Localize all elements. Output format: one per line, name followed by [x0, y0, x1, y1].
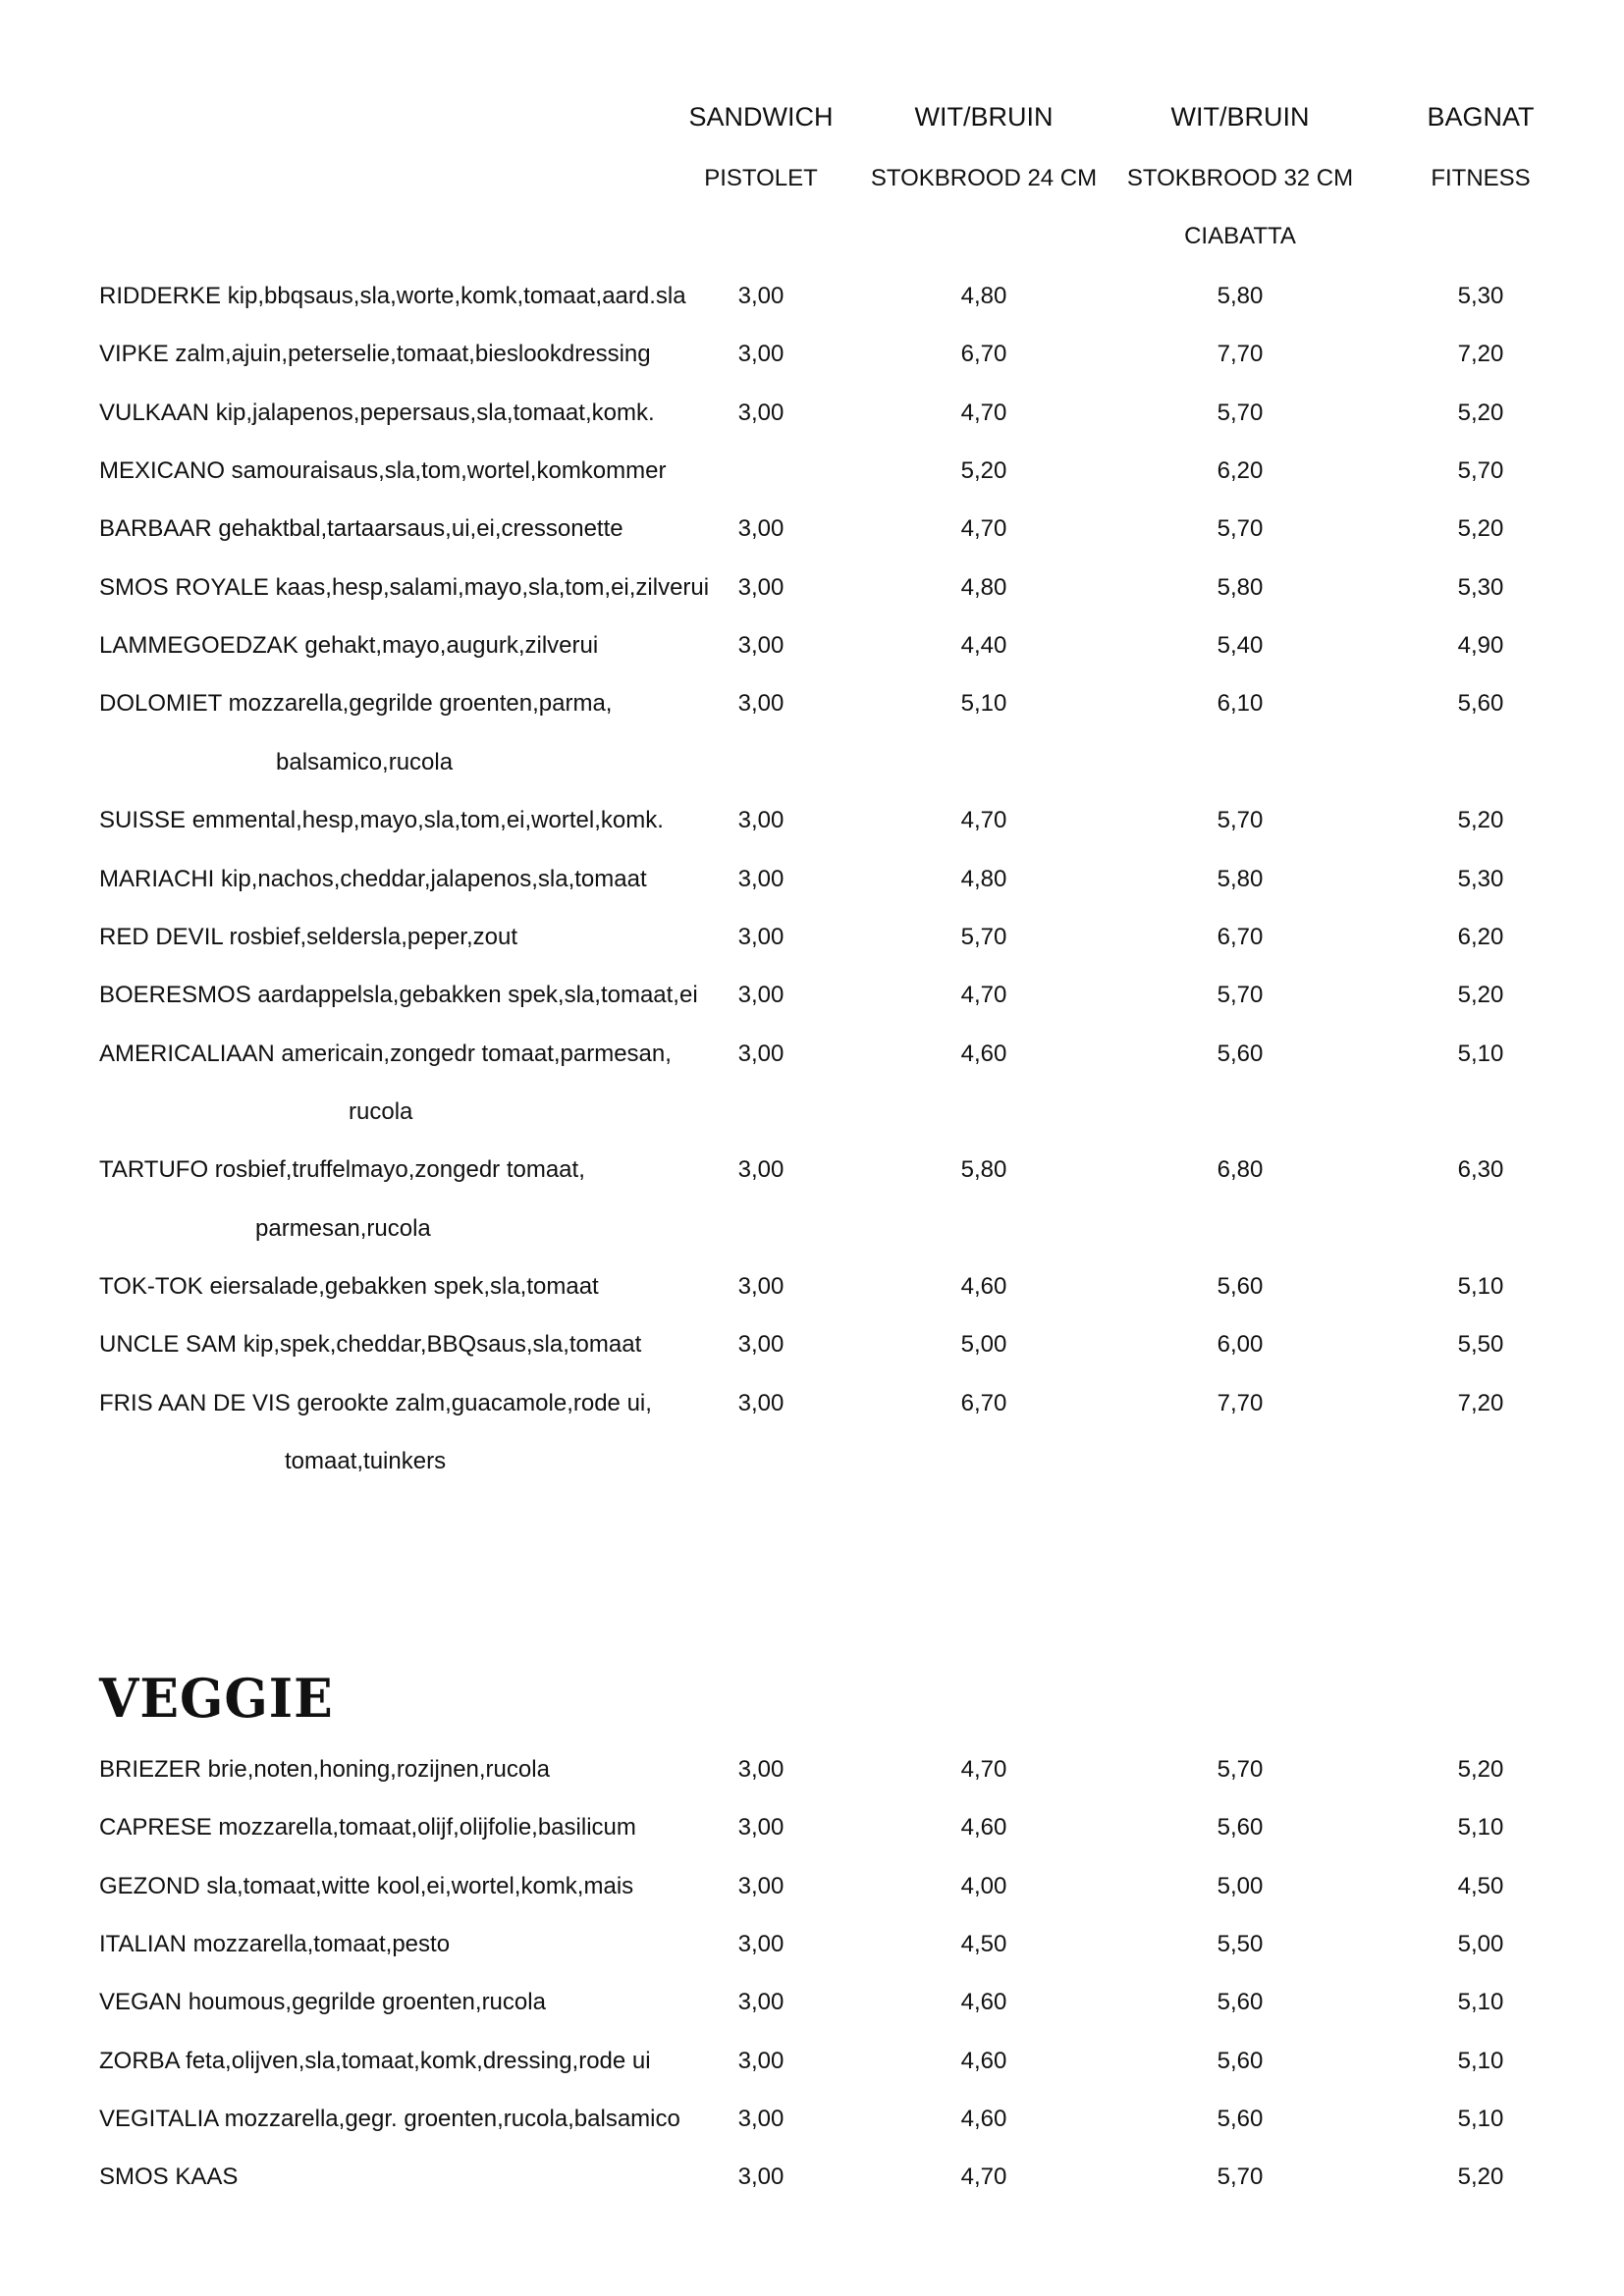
- item-price: 7,20: [1457, 341, 1504, 368]
- menu-item-continuation: [0, 1214, 1624, 1272]
- menu-item: [0, 399, 1624, 456]
- item-price: 3,00: [737, 2163, 785, 2191]
- item-price: 5,00: [1217, 1872, 1264, 1899]
- menu-item: [0, 1755, 1624, 1813]
- item-price: 5,70: [960, 923, 1007, 950]
- column-header-line3: CIABATTA: [1184, 223, 1296, 249]
- item-price: 4,70: [960, 2163, 1007, 2191]
- item-name: BOERESMOS aardappelsla,gebakken spek,sla,tomaat,ei: [99, 982, 698, 1009]
- item-price: 5,70: [1217, 807, 1264, 834]
- item-name: TARTUFO rosbief,truffelmayo,zongedr tomaat,: [99, 1156, 585, 1184]
- menu-item-continuation: [0, 1447, 1624, 1505]
- menu-item: [0, 1155, 1624, 1213]
- menu-item: [0, 923, 1624, 981]
- item-price: 7,20: [1457, 1389, 1504, 1416]
- item-price: 3,00: [737, 1814, 785, 1842]
- item-name: GEZOND sla,tomaat,witte kool,ei,wortel,komk,mais: [99, 1872, 634, 1899]
- menu-item: [0, 2163, 1624, 2220]
- item-price: 3,00: [737, 807, 785, 834]
- item-price: 3,00: [737, 341, 785, 368]
- item-price: 5,10: [1457, 1040, 1504, 1067]
- item-price: 3,00: [737, 923, 785, 950]
- item-price: 6,80: [1217, 1156, 1264, 1184]
- item-price: 3,00: [737, 1272, 785, 1300]
- item-price: 5,00: [1457, 1931, 1504, 1958]
- item-price: 5,20: [1457, 982, 1504, 1009]
- item-price: 4,60: [960, 2047, 1007, 2074]
- menu-item: [0, 456, 1624, 514]
- item-price: 6,00: [1217, 1331, 1264, 1359]
- menu-item: [0, 1872, 1624, 1930]
- item-name: SUISSE emmental,hesp,mayo,sla,tom,ei,wortel,komk.: [99, 807, 664, 834]
- item-name: MEXICANO samouraisaus,sla,tom,wortel,komkommer: [99, 457, 667, 485]
- item-price: 5,70: [1217, 2163, 1264, 2191]
- item-price: 5,60: [1217, 2106, 1264, 2133]
- item-price: 4,80: [960, 283, 1007, 309]
- item-price: 3,00: [737, 632, 785, 660]
- item-price: 5,20: [960, 457, 1007, 485]
- item-price: 3,00: [737, 1756, 785, 1783]
- menu-item: [0, 631, 1624, 689]
- item-price: 4,70: [960, 982, 1007, 1009]
- menu-item: [0, 806, 1624, 864]
- item-name: VULKAAN kip,jalapenos,pepersaus,sla,tomaat,komk.: [99, 399, 655, 426]
- item-name: TOK-TOK eiersalade,gebakken spek,sla,tomaat: [99, 1272, 599, 1300]
- item-name: VEGAN houmous,gegrilde groenten,rucola: [99, 1989, 546, 2016]
- menu-item: [0, 1988, 1624, 2046]
- menu-item: [0, 865, 1624, 923]
- item-price: 3,00: [737, 1989, 785, 2016]
- item-price: 5,70: [1457, 457, 1504, 485]
- item-name: FRIS AAN DE VIS gerookte zalm,guacamole,rode ui,: [99, 1389, 652, 1416]
- menu-item: [0, 1930, 1624, 1988]
- menu-item: [0, 1040, 1624, 1097]
- item-price: 5,10: [1457, 1814, 1504, 1842]
- item-price: 5,10: [1457, 1989, 1504, 2016]
- item-price: 4,70: [960, 807, 1007, 834]
- item-price: 4,50: [1457, 1872, 1504, 1899]
- item-price: 4,60: [960, 2106, 1007, 2133]
- menu-item: [0, 1813, 1624, 1871]
- item-price: 5,80: [1217, 573, 1264, 601]
- item-price: 5,00: [960, 1331, 1007, 1359]
- menu-item: [0, 981, 1624, 1039]
- item-name: VEGITALIA mozzarella,gegr. groenten,rucola,balsamico: [99, 2106, 680, 2133]
- item-name: MARIACHI kip,nachos,cheddar,jalapenos,sla,tomaat: [99, 865, 647, 892]
- item-price: 3,00: [737, 1156, 785, 1184]
- item-price: 5,70: [1217, 399, 1264, 426]
- item-price: 3,00: [737, 2106, 785, 2133]
- menu-item: [0, 1389, 1624, 1447]
- item-price: 3,00: [737, 865, 785, 892]
- column-header-line2: STOKBROOD 32 CM: [1126, 165, 1354, 191]
- item-price: 5,80: [1217, 283, 1264, 309]
- item-price: 3,00: [737, 515, 785, 543]
- item-price: 5,60: [1217, 2047, 1264, 2074]
- item-price: 6,20: [1217, 457, 1264, 485]
- item-name: VIPKE zalm,ajuin,peterselie,tomaat,bieslookdressing: [99, 341, 651, 368]
- item-price: 5,70: [1217, 1756, 1264, 1783]
- item-price: 7,70: [1217, 1389, 1264, 1416]
- item-price: 7,70: [1217, 341, 1264, 368]
- item-price: 6,70: [960, 341, 1007, 368]
- item-name: AMERICALIAAN americain,zongedr tomaat,parmesan,: [99, 1040, 672, 1067]
- item-price: 4,70: [960, 399, 1007, 426]
- item-name: SMOS KAAS: [99, 2163, 239, 2191]
- item-price: 5,70: [1217, 515, 1264, 543]
- item-price: 3,00: [737, 573, 785, 601]
- item-price: 4,60: [960, 1040, 1007, 1067]
- item-name: RED DEVIL rosbief,seldersla,peper,zout: [99, 923, 517, 950]
- item-price: 5,30: [1457, 865, 1504, 892]
- menu-item: [0, 1330, 1624, 1388]
- item-price: 5,80: [960, 1156, 1007, 1184]
- item-price: 6,10: [1217, 690, 1264, 718]
- item-price: 4,50: [960, 1931, 1007, 1958]
- item-price: 5,40: [1217, 632, 1264, 660]
- menu-item: [0, 1272, 1624, 1330]
- item-price: 5,20: [1457, 515, 1504, 543]
- item-price: 5,70: [1217, 982, 1264, 1009]
- item-price: 4,60: [960, 1814, 1007, 1842]
- item-price: 5,60: [1457, 690, 1504, 718]
- item-name: UNCLE SAM kip,spek,cheddar,BBQsaus,sla,tomaat: [99, 1331, 642, 1359]
- item-price: 6,20: [1457, 923, 1504, 950]
- item-price: 5,60: [1217, 1989, 1264, 2016]
- item-name: DOLOMIET mozzarella,gegrilde groenten,parma,: [99, 690, 613, 718]
- menu-item: [0, 573, 1624, 631]
- menu-item: [0, 2047, 1624, 2105]
- item-ingredients-continued: rucola: [349, 1097, 413, 1125]
- item-price: 3,00: [737, 690, 785, 718]
- menu-item: [0, 340, 1624, 398]
- item-ingredients-continued: tomaat,tuinkers: [285, 1448, 447, 1474]
- item-name: ZORBA feta,olijven,sla,tomaat,komk,dressing,rode ui: [99, 2047, 651, 2074]
- item-price: 5,50: [1457, 1331, 1504, 1359]
- item-name: SMOS ROYALE kaas,hesp,salami,mayo,sla,tom,ei,zilverui: [99, 573, 710, 601]
- item-price: 4,80: [960, 573, 1007, 601]
- item-price: 5,60: [1217, 1040, 1264, 1067]
- column-header-line2: FITNESS: [1431, 165, 1531, 191]
- item-ingredients-continued: parmesan,rucola: [255, 1214, 431, 1242]
- menu-item-continuation: [0, 748, 1624, 806]
- item-price: 4,40: [960, 632, 1007, 660]
- column-header-line1: WIT/BRUIN: [1170, 102, 1310, 132]
- section-title: VEGGIE: [99, 1667, 334, 1731]
- item-price: 6,70: [1217, 923, 1264, 950]
- item-price: 5,60: [1217, 1272, 1264, 1300]
- item-price: 3,00: [737, 2047, 785, 2074]
- item-price: 4,60: [960, 1989, 1007, 2016]
- item-price: 5,20: [1457, 2163, 1504, 2191]
- item-price: 5,30: [1457, 283, 1504, 309]
- item-price: 5,10: [1457, 2047, 1504, 2074]
- item-price: 3,00: [737, 1389, 785, 1416]
- menu-item: [0, 282, 1624, 340]
- item-price: 3,00: [737, 1331, 785, 1359]
- menu-item: [0, 2105, 1624, 2163]
- item-name: LAMMEGOEDZAK gehakt,mayo,augurk,zilverui: [99, 632, 599, 660]
- item-price: 3,00: [737, 1872, 785, 1899]
- item-price: 5,60: [1217, 1814, 1264, 1842]
- item-price: 3,00: [737, 283, 785, 309]
- item-name: CAPRESE mozzarella,tomaat,olijf,olijfolie,basilicum: [99, 1814, 636, 1842]
- item-name: BRIEZER brie,noten,honing,rozijnen,rucola: [99, 1756, 550, 1783]
- item-price: 3,00: [737, 982, 785, 1009]
- item-price: 3,00: [737, 1040, 785, 1067]
- item-price: 5,20: [1457, 1756, 1504, 1783]
- column-header-line2: PISTOLET: [704, 165, 818, 191]
- item-price: 5,10: [960, 690, 1007, 718]
- column-header-line1: SANDWICH: [688, 102, 834, 132]
- item-price: 4,70: [960, 515, 1007, 543]
- item-price: 5,20: [1457, 807, 1504, 834]
- column-header-line1: WIT/BRUIN: [914, 102, 1054, 132]
- menu-item: [0, 689, 1624, 747]
- item-price: 5,30: [1457, 573, 1504, 601]
- item-price: 4,00: [960, 1872, 1007, 1899]
- item-price: 5,10: [1457, 1272, 1504, 1300]
- item-price: 4,80: [960, 865, 1007, 892]
- menu-item-continuation: [0, 1097, 1624, 1155]
- item-price: 5,10: [1457, 2106, 1504, 2133]
- item-price: 4,70: [960, 1756, 1007, 1783]
- item-price: 5,20: [1457, 399, 1504, 426]
- item-price: 5,80: [1217, 865, 1264, 892]
- item-price: 4,60: [960, 1272, 1007, 1300]
- column-header-line2: STOKBROOD 24 CM: [870, 165, 1098, 191]
- item-price: 3,00: [737, 1931, 785, 1958]
- item-price: 5,50: [1217, 1931, 1264, 1958]
- column-header-line1: BAGNAT: [1427, 102, 1535, 132]
- item-name: BARBAAR gehaktbal,tartaarsaus,ui,ei,cressonette: [99, 515, 623, 543]
- item-price: 4,90: [1457, 632, 1504, 660]
- item-ingredients-continued: balsamico,rucola: [276, 748, 454, 775]
- item-price: 6,70: [960, 1389, 1007, 1416]
- item-price: 6,30: [1457, 1156, 1504, 1184]
- menu-item: [0, 514, 1624, 572]
- item-name: ITALIAN mozzarella,tomaat,pesto: [99, 1931, 451, 1958]
- item-price: 3,00: [737, 399, 785, 426]
- item-name: RIDDERKE kip,bbqsaus,sla,worte,komk,tomaat,aard.sla: [99, 283, 686, 309]
